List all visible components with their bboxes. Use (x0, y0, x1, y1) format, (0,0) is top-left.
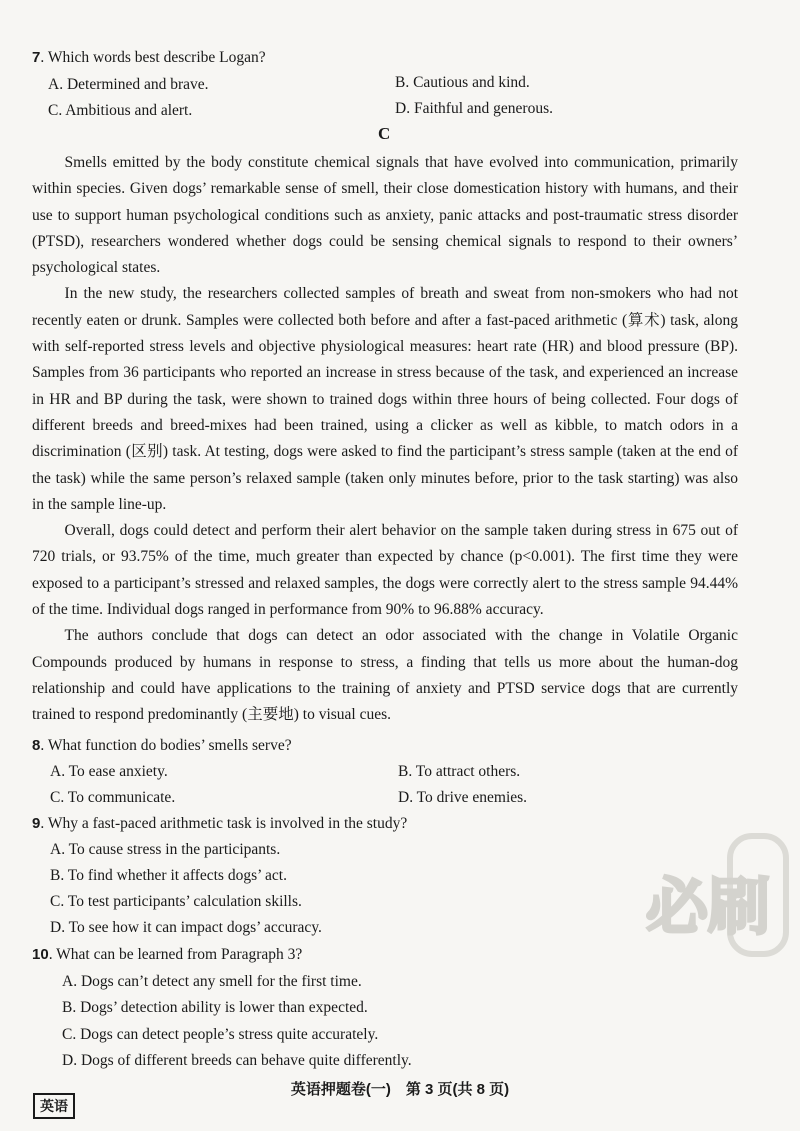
paragraph-4: The authors conclude that dogs can detect an odor associated with the change in Volatile Organic Compounds produced by humans in response to stress, a finding that tells us more about the human-dog relationship and could have applications to the training of anxiety and PTSD service dogs that are currently trained to respond predominantly (主要地) to visual cues. (32, 627, 738, 724)
question-text: . Which words best describe Logan? (40, 49, 266, 66)
option-a[interactable]: A. To cause stress in the participants. (50, 841, 281, 858)
option-d[interactable]: D. To drive enemies. (398, 789, 528, 806)
question-number: 8 (32, 737, 41, 754)
option-c[interactable]: C. Dogs can detect people’s stress quite accurately. (62, 1026, 379, 1043)
option-d[interactable]: D. Faithful and generous. (395, 100, 553, 117)
question-text: . What can be learned from Paragraph 3? (48, 946, 303, 963)
question-number: 9 (32, 815, 41, 832)
paragraph-1: Smells emitted by the body constitute chemical signals that have evolved into communication, primarily within species. Given dogs’ remarkable sense of smell, their close domestication history with humans, and their use to support human psychological conditions such as anxiety, panic attacks and post-traumatic stress disorder (PTSD), researchers wondered whether dogs could be sensing chemical signals to respond to their owners’ psychological states. (32, 154, 738, 277)
option-d[interactable]: D. Dogs of different breeds can behave quite differently. (62, 1052, 412, 1069)
question-number: 7 (32, 49, 41, 66)
option-a[interactable]: A. Dogs can’t detect any smell for the first time. (62, 973, 362, 990)
question-7 (32, 48, 266, 68)
option-c[interactable]: C. To test participants’ calculation skills. (50, 893, 302, 910)
watermark-text: 必刷 (646, 870, 771, 943)
question-9 (32, 814, 407, 834)
section-heading: C (378, 124, 391, 143)
question-8 (32, 736, 292, 756)
option-c[interactable]: C. To communicate. (50, 789, 176, 806)
question-10 (32, 945, 302, 965)
option-b[interactable]: B. To find whether it affects dogs’ act. (50, 867, 287, 884)
option-b[interactable]: B. Cautious and kind. (395, 74, 530, 91)
option-d[interactable]: D. To see how it can impact dogs’ accuracy. (50, 919, 322, 936)
subject-label: 英语 (33, 1093, 75, 1119)
option-b[interactable]: B. To attract others. (398, 763, 521, 780)
option-a[interactable]: A. Determined and brave. (48, 76, 209, 93)
paragraph-2: In the new study, the researchers collected samples of breath and sweat from non-smokers who had not recently eaten or drunk. Samples were collected both before and after a fast-paced arithmetic (算术) task, along with self-reported stress levels and objective physiological measures: heart rate (HR) and blood pressure (BP). Samples from 36 participants who reported an increase in stress because of the task, and experienced an increase in HR and BP during the task, were shown to trained dogs within three hours of being collected. Four dogs of different breeds and breed-mixes had been trained, using a clicker as well as kibble, to match odors in a discrimination (区别) task. At testing, dogs were asked to find the participant’s stress sample (taken at the end of the task) while the same person’s relaxed sample (taken only minutes before, prior to the task starting) was also in the sample line-up. (32, 285, 738, 513)
question-text: . Why a fast-paced arithmetic task is involved in the study? (40, 815, 408, 832)
reading-passage (32, 150, 738, 729)
option-b[interactable]: B. Dogs’ detection ability is lower than expected. (62, 999, 368, 1016)
question-number: 10 (32, 946, 49, 963)
question-text: . What function do bodies’ smells serve? (40, 737, 292, 754)
watermark-logo (640, 830, 790, 960)
page-footer-title: 英语押题卷(一) 第 3 页(共 8 页) (290, 1081, 510, 1098)
option-a[interactable]: A. To ease anxiety. (50, 763, 168, 780)
paragraph-3: Overall, dogs could detect and perform their alert behavior on the sample taken during stress in 675 out of 720 trials, or 93.75% of the time, much greater than expected by chance (p<0.001). The first time they were exposed to a participant’s stressed and relaxed samples, the dogs were correctly alert to the stress sample 94.44% of the time. Individual dogs ranged in performance from 90% to 96.88% accuracy. (32, 522, 738, 619)
option-c[interactable]: C. Ambitious and alert. (48, 102, 193, 119)
